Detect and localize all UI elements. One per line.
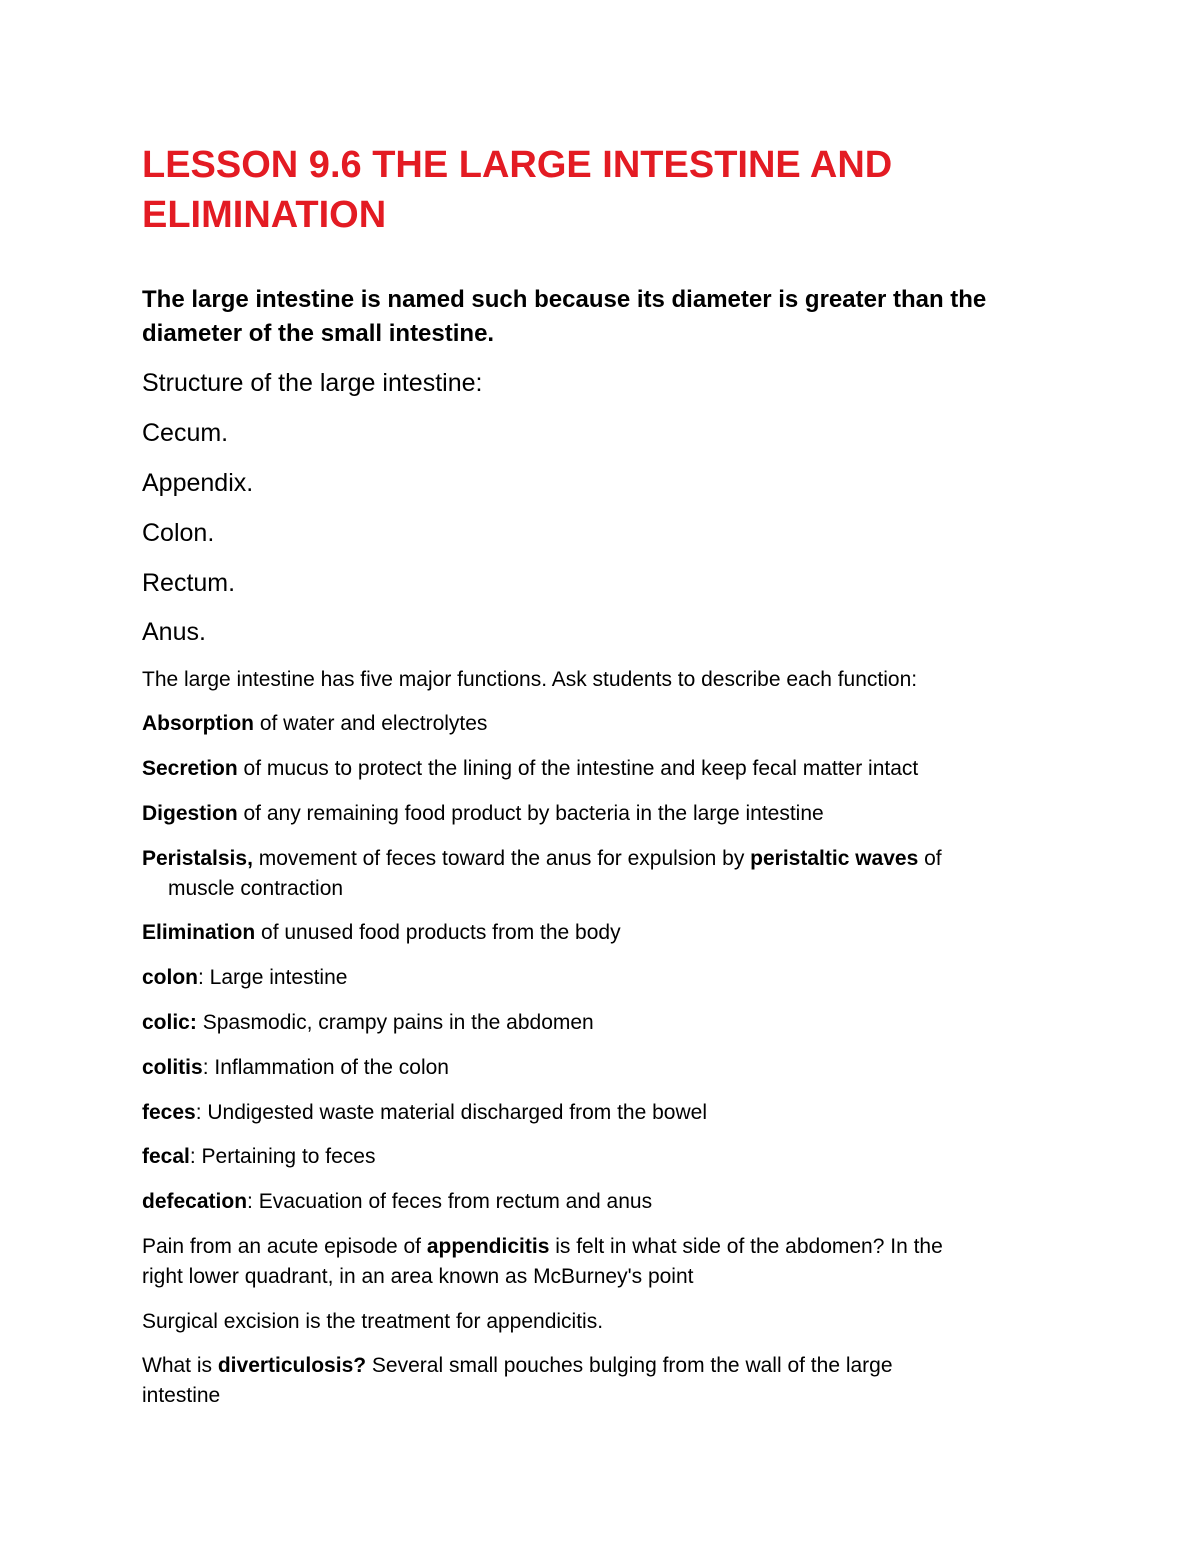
appendicitis-post: is felt in what side of the abdomen? In the: [549, 1235, 943, 1258]
function-text-continuation: muscle contraction: [168, 877, 344, 900]
definition-term: colitis: [142, 1056, 203, 1079]
function-term: Peristalsis,: [142, 847, 253, 870]
definition-term: colon: [142, 966, 198, 989]
intro-line-2: diameter of the small intestine.: [142, 320, 495, 347]
definition-text: : Inflammation of the colon: [202, 1056, 449, 1079]
structure-item-cecum: Cecum.: [142, 419, 229, 447]
appendicitis-paragraph: [142, 1232, 943, 1292]
lesson-title: LESSON 9.6 THE LARGE INTESTINE AND ELIMINATION: [142, 144, 893, 236]
function-text: of unused food products from the body: [255, 921, 621, 944]
definition-colon: [142, 963, 347, 993]
function-secretion: [142, 754, 918, 784]
function-term: Digestion: [142, 802, 238, 825]
diverticulosis-line-2: intestine: [142, 1384, 221, 1407]
diverticulosis-pre: What is: [142, 1354, 218, 1377]
function-digestion: [142, 799, 824, 829]
functions-intro: The large intestine has five major functions. Ask students to describe each function:: [142, 668, 918, 691]
surgery-paragraph: Surgical excision is the treatment for appendicitis.: [142, 1310, 604, 1333]
intro-paragraph: [142, 283, 986, 351]
definition-fecal: [142, 1142, 375, 1172]
definition-term: defecation: [142, 1190, 248, 1213]
definition-text: : Undigested waste material discharged from the bowel: [195, 1101, 707, 1124]
definition-text: : Evacuation of feces from rectum and anus: [247, 1190, 653, 1213]
function-text-secondary: of: [918, 847, 942, 870]
definition-colitis: [142, 1053, 449, 1083]
definition-text: : Pertaining to feces: [189, 1145, 376, 1168]
intro-line-1: The large intestine is named such because its diameter is greater than the: [142, 286, 987, 313]
structure-heading: Structure of the large intestine:: [142, 369, 483, 397]
definition-defecation: [142, 1187, 652, 1217]
structure-item-appendix: Appendix.: [142, 469, 254, 497]
function-absorption: [142, 709, 487, 739]
function-term-secondary: peristaltic waves: [750, 847, 919, 870]
definition-text: Spasmodic, crampy pains in the abdomen: [196, 1011, 594, 1034]
definition-term: colic:: [142, 1011, 197, 1034]
function-text: of water and electrolytes: [253, 712, 488, 735]
function-term: Elimination: [142, 921, 256, 944]
definition-term: fecal: [142, 1145, 190, 1168]
diverticulosis-paragraph: [142, 1351, 893, 1411]
diverticulosis-post: Several small pouches bulging from the wall of the large: [366, 1354, 893, 1377]
function-peristalsis: [142, 844, 942, 904]
definition-feces: [142, 1098, 707, 1128]
appendicitis-term: appendicitis: [426, 1235, 550, 1258]
structure-item-anus: Anus.: [142, 618, 206, 646]
function-text: of mucus to protect the lining of the intestine and keep fecal matter intact: [237, 757, 919, 780]
definition-colic: [142, 1008, 594, 1038]
structure-item-rectum: Rectum.: [142, 569, 236, 597]
definition-text: : Large intestine: [198, 966, 348, 989]
function-term: Absorption: [142, 712, 254, 735]
function-term: Secretion: [142, 757, 238, 780]
appendicitis-line-2: right lower quadrant, in an area known as McBurney's point: [142, 1265, 694, 1288]
structure-item-colon: Colon.: [142, 519, 215, 547]
function-text: movement of feces toward the anus for expulsion by: [252, 847, 751, 870]
function-elimination: [142, 918, 621, 948]
appendicitis-pre: Pain from an acute episode of: [142, 1235, 427, 1258]
definition-term: feces: [142, 1101, 196, 1124]
diverticulosis-term: diverticulosis?: [217, 1354, 367, 1377]
function-text: of any remaining food product by bacteria in the large intestine: [237, 802, 824, 825]
